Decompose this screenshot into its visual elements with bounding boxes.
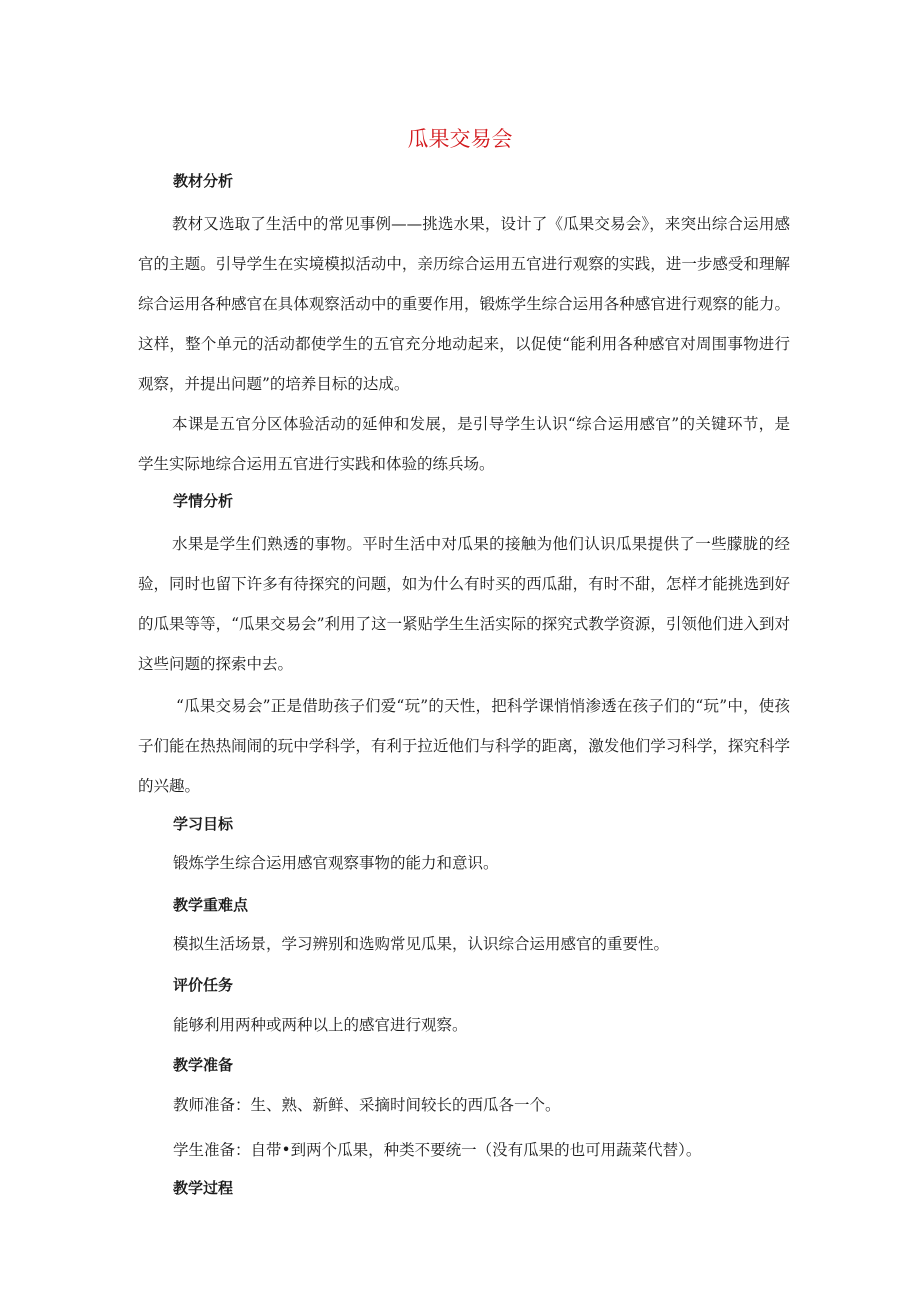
heading-teaching-process: 教学过程 <box>173 1179 234 1197</box>
text-student-preparation: 学生准备：自带•到两个瓜果，种类不要统一（没有瓜果的也可用蔬菜代替）。 <box>173 1141 702 1159</box>
heading-key-points: 教学重难点 <box>173 896 249 914</box>
document-title: 瓜果交易会 <box>407 127 513 151</box>
text-evaluation-tasks: 能够利用两种或两种以上的感官进行观察。 <box>173 1016 468 1034</box>
paragraph-textbook-analysis-2: 本课是五官分区体验活动的延伸和发展，是引导学生认识“综合运用感官”的关键环节，是学生实际地综合运用五官进行实践和体验的练兵场。 <box>138 415 790 473</box>
heading-learner-analysis: 学情分析 <box>173 492 234 510</box>
paragraph-learner-analysis-1: 水果是学生们熟透的事物。平时生活中对瓜果的接触为他们认识瓜果提供了一些朦胧的经验，同时也留下许多有待探究的问题，如为什么有时买的西瓜甜，有时不甜，怎样才能挑选到好的瓜果等等，“瓜果交易会”利用了这一紧贴学生生活实际的探究式教学资源，引领他们进入到对这些问题的探索中去。 <box>138 535 790 673</box>
text-learning-goals: 锻炼学生综合运用感官观察事物的能力和意识。 <box>173 854 499 872</box>
text-teacher-preparation: 教师准备：生、熟、新鲜、采摘时间较长的西瓜各一个。 <box>173 1096 561 1114</box>
heading-evaluation-tasks: 评价任务 <box>173 976 234 994</box>
heading-learning-goals: 学习目标 <box>173 815 234 833</box>
heading-textbook-analysis: 教材分析 <box>173 172 234 190</box>
heading-teaching-preparation: 教学准备 <box>173 1056 234 1074</box>
text-key-points: 模拟生活场景，学习辨别和选购常见瓜果，认识综合运用感官的重要性。 <box>173 935 670 953</box>
paragraph-textbook-analysis-1: 教材又选取了生活中的常见事例——挑选水果，设计了《瓜果交易会》，来突出综合运用感官的主题。引导学生在实境模拟活动中，亲历综合运用五官进行观察的实践，进一步感受和理解综合运用各种感官在具体观察活动中的重要作用，锻炼学生综合运用各种感官进行观察的能力。这样，整个单元的活动都使学生的五官充分地动起来，以促使“能利用各种感官对周围事物进行观察，并提出问题”的培养目标的达成。 <box>138 215 790 393</box>
paragraph-learner-analysis-2: “瓜果交易会”正是借助孩子们爱“玩”的天性，把科学课悄悄渗透在孩子们的“玩”中，使孩子们能在热热闹闹的玩中学科学，有利于拉近他们与科学的距离，激发他们学习科学，探究科学的兴趣。 <box>138 697 790 795</box>
